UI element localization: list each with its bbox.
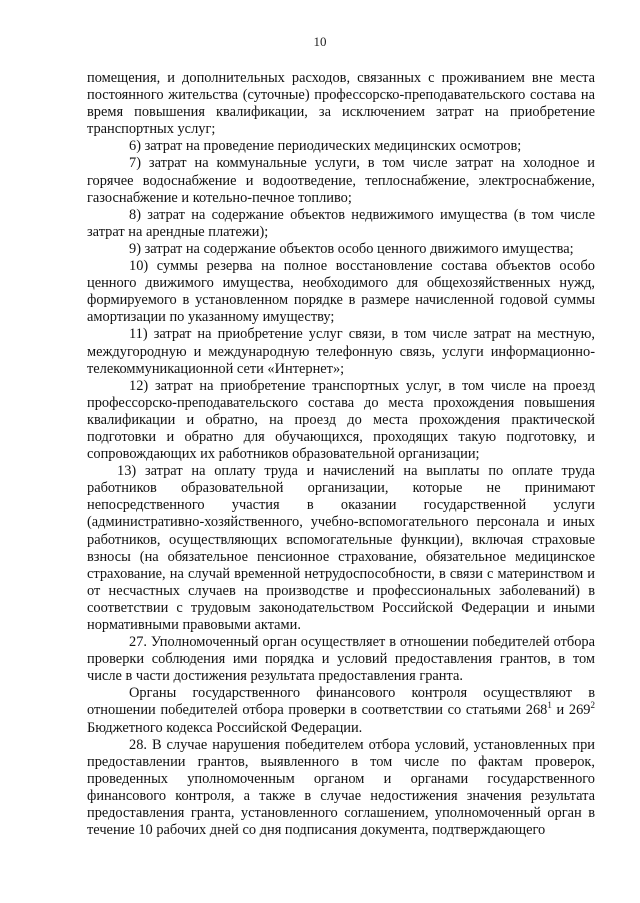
clause-28: 28. В случае нарушения победителем отбора условий, установленных при предоставлении грантов, выявленного в том числе по фактам проверок, проведенных уполномоченным органом и органами государственного финансового контроля, а также в случае недостижения значения результата предоставления гранта, установленного соглашением, уполномоченный орган в течение 10 рабочих дней со дня подписания документа, подтверждающего: [87, 736, 595, 839]
document-body: [87, 70, 595, 839]
list-item-6: 6) затрат на проведение периодических медицинских осмотров;: [129, 138, 522, 155]
financial-control-text-c: Бюджетного кодекса Российской Федерации.: [87, 719, 363, 736]
superscript-2: 2: [590, 700, 596, 711]
list-item-10: 10) суммы резерва на полное восстановление состава объектов особо ценного движимого имущества, необходимого для общехозяйственных нужд, формируемого в установленном порядке в размере начисленной годовой суммы амортизации по указанному имуществу;: [87, 258, 595, 326]
list-item-9: 9) затрат на содержание объектов особо ценного движимого имущества;: [129, 240, 574, 257]
page-number: 10: [313, 34, 327, 49]
list-item-7: 7) затрат на коммунальные услуги, в том числе затрат на холодное и горячее водоснабжение и водоотведение, теплоснабжение, электроснабжение, газоснабжение и котельно-печное топливо;: [87, 155, 595, 206]
superscript-1: 1: [547, 700, 552, 711]
financial-control-text-b: и 269: [551, 702, 591, 719]
financial-control-paragraph: [87, 685, 595, 736]
financial-control-text-a: Органы государственного финансового контроля осуществляют в отношении победителей отбора проверки в соответствии со статьями 268: [87, 685, 595, 719]
clause-27: 27. Уполномоченный орган осуществляет в отношении победителей отбора проверки соблюдения ими порядка и условий предоставления грантов, в том числе в части достижения результата предоставления гранта.: [87, 634, 595, 685]
list-item-12: 12) затрат на приобретение транспортных услуг, в том числе на проезд профессорско-преподавательского состава до места прохождения повышения квалификации и обратно, на проезд до места прохождения практической подготовки и обратно для обучающихся, проходящих такую подготовку, и сопровождающих их работников образовательной организации;: [87, 377, 595, 463]
list-item-11: 11) затрат на приобретение услуг связи, в том числе затрат на местную, междугородную и международную телефонную связь, услуги информационно-телекоммуникационной сети «Интернет»;: [87, 326, 595, 377]
list-item-13: 13) затрат на оплату труда и начислений на выплаты по оплате труда работников образовательной организации, которые не принимают непосредственного участия в оказании государственной услуги (административно-хозяйственного, учебно-вспомогательного персонала и иных работников, осуществляющих вспомогательные функции), включая страховые взносы (на обязательное пенсионное страхование, обязательное медицинское страхование, на случай временной нетрудоспособности, в связи с материнством и от несчастных случаев на производстве и профессиональных заболеваний) в соответствии с трудовым законодательством Российской Федерации и иными нормативными правовыми актами.: [87, 463, 595, 633]
list-item-8: 8) затрат на содержание объектов недвижимого имущества (в том числе затрат на арендные платежи);: [87, 206, 595, 240]
paragraph-continuation: помещения, и дополнительных расходов, связанных с проживанием вне места постоянного жительства (суточные) профессорско-преподавательского состава на время повышения квалификации, за исключением затрат на приобретение транспортных услуг;: [87, 70, 595, 138]
